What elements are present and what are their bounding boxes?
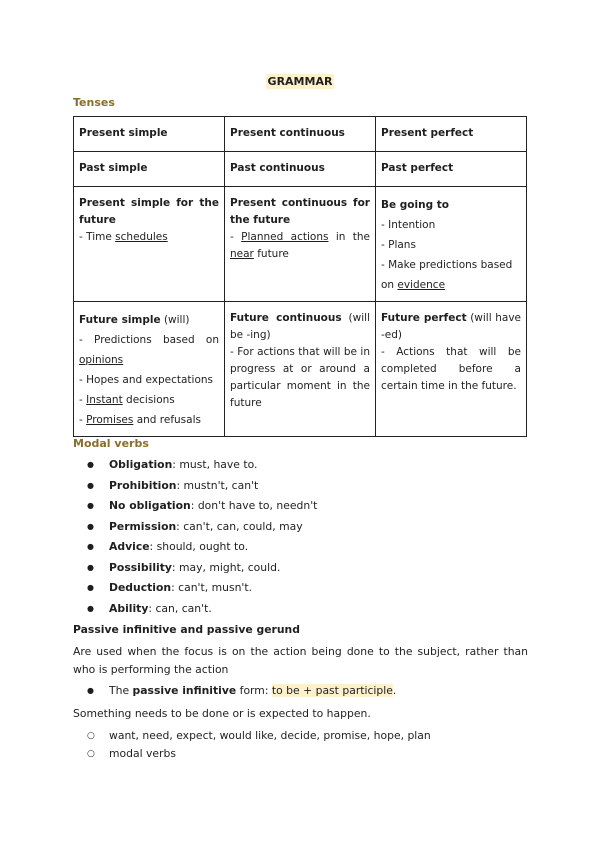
- passive-sub-list: [73, 727, 528, 763]
- table-cell: [376, 187, 527, 302]
- list-item: ○ want, need, expect, would like, decide, promise, hope, plan: [73, 727, 528, 745]
- cell-line: - Make predictions based on evidence: [381, 259, 513, 291]
- list-item: ● Prohibition: mustn't, can't: [73, 476, 533, 497]
- table-cell: Past continuous: [225, 152, 376, 187]
- cell-title: Future continuous (will be -ing): [230, 312, 370, 341]
- modal-verbs-list: [73, 455, 533, 619]
- list-item: ● Ability: can, can't.: [73, 599, 533, 620]
- modal-verbs-heading: Modal verbs: [73, 437, 149, 450]
- cell-title: Present continuous for the future: [230, 197, 370, 226]
- list-item: ● Deduction: can't, musn't.: [73, 578, 533, 599]
- cell-line: - Promises and refusals: [79, 414, 201, 426]
- bullet-icon: ●: [87, 686, 94, 695]
- cell-line: - Intention: [381, 219, 436, 231]
- cell-line: - Planned actions in the near future: [230, 231, 370, 260]
- table-cell: Past perfect: [376, 152, 527, 187]
- cell-line: - Plans: [381, 239, 416, 251]
- cell-line: - Predictions based on opinions: [79, 334, 219, 366]
- list-item: ○ modal verbs: [73, 745, 528, 763]
- table-row: [74, 187, 527, 302]
- table-cell: [376, 302, 527, 437]
- table-cell: [74, 187, 225, 302]
- list-item: ● Possibility: may, might, could.: [73, 558, 533, 579]
- table-row: [74, 302, 527, 437]
- cell-title: Future simple (will): [79, 314, 190, 326]
- cell-line: - Instant decisions: [79, 394, 175, 406]
- table-row: [74, 117, 527, 152]
- cell-title: Present simple for the future: [79, 197, 219, 226]
- document-title: GRAMMAR: [267, 75, 333, 88]
- list-item: ● Advice: should, ought to.: [73, 537, 533, 558]
- cell-line: - Time schedules: [79, 231, 168, 243]
- cell-line: - For actions that will be in progress at or around a particular moment in the future: [230, 346, 370, 409]
- tenses-heading: Tenses: [73, 96, 115, 109]
- cell-line: - Actions that will be completed before a certain time in the future.: [381, 346, 521, 392]
- list-item: ● Permission: can't, can, could, may: [73, 517, 533, 538]
- table-cell: Present perfect: [376, 117, 527, 152]
- list-item: ● Obligation: must, have to.: [73, 455, 533, 476]
- table-cell: Present continuous: [225, 117, 376, 152]
- passive-bullet: ● The passive infinitive form: to be + past participle.: [73, 682, 528, 700]
- table-cell: Past simple: [74, 152, 225, 187]
- list-item: ● No obligation: don't have to, needn't: [73, 496, 533, 517]
- cell-title: Be going to: [381, 199, 449, 211]
- table-cell: Present simple: [74, 117, 225, 152]
- table-cell: [225, 187, 376, 302]
- table-cell: [225, 302, 376, 437]
- table-row: [74, 152, 527, 187]
- table-cell: [74, 302, 225, 437]
- tenses-table: [73, 116, 527, 437]
- passive-note: Something needs to be done or is expected to happen.: [73, 707, 371, 720]
- cell-line: - Hopes and expectations: [79, 374, 213, 386]
- passive-intro: Are used when the focus is on the action being done to the subject, rather than who is performing the action: [73, 645, 528, 676]
- passive-heading: Passive infinitive and passive gerund: [73, 623, 300, 636]
- cell-title: Future perfect (will have -ed): [381, 312, 521, 341]
